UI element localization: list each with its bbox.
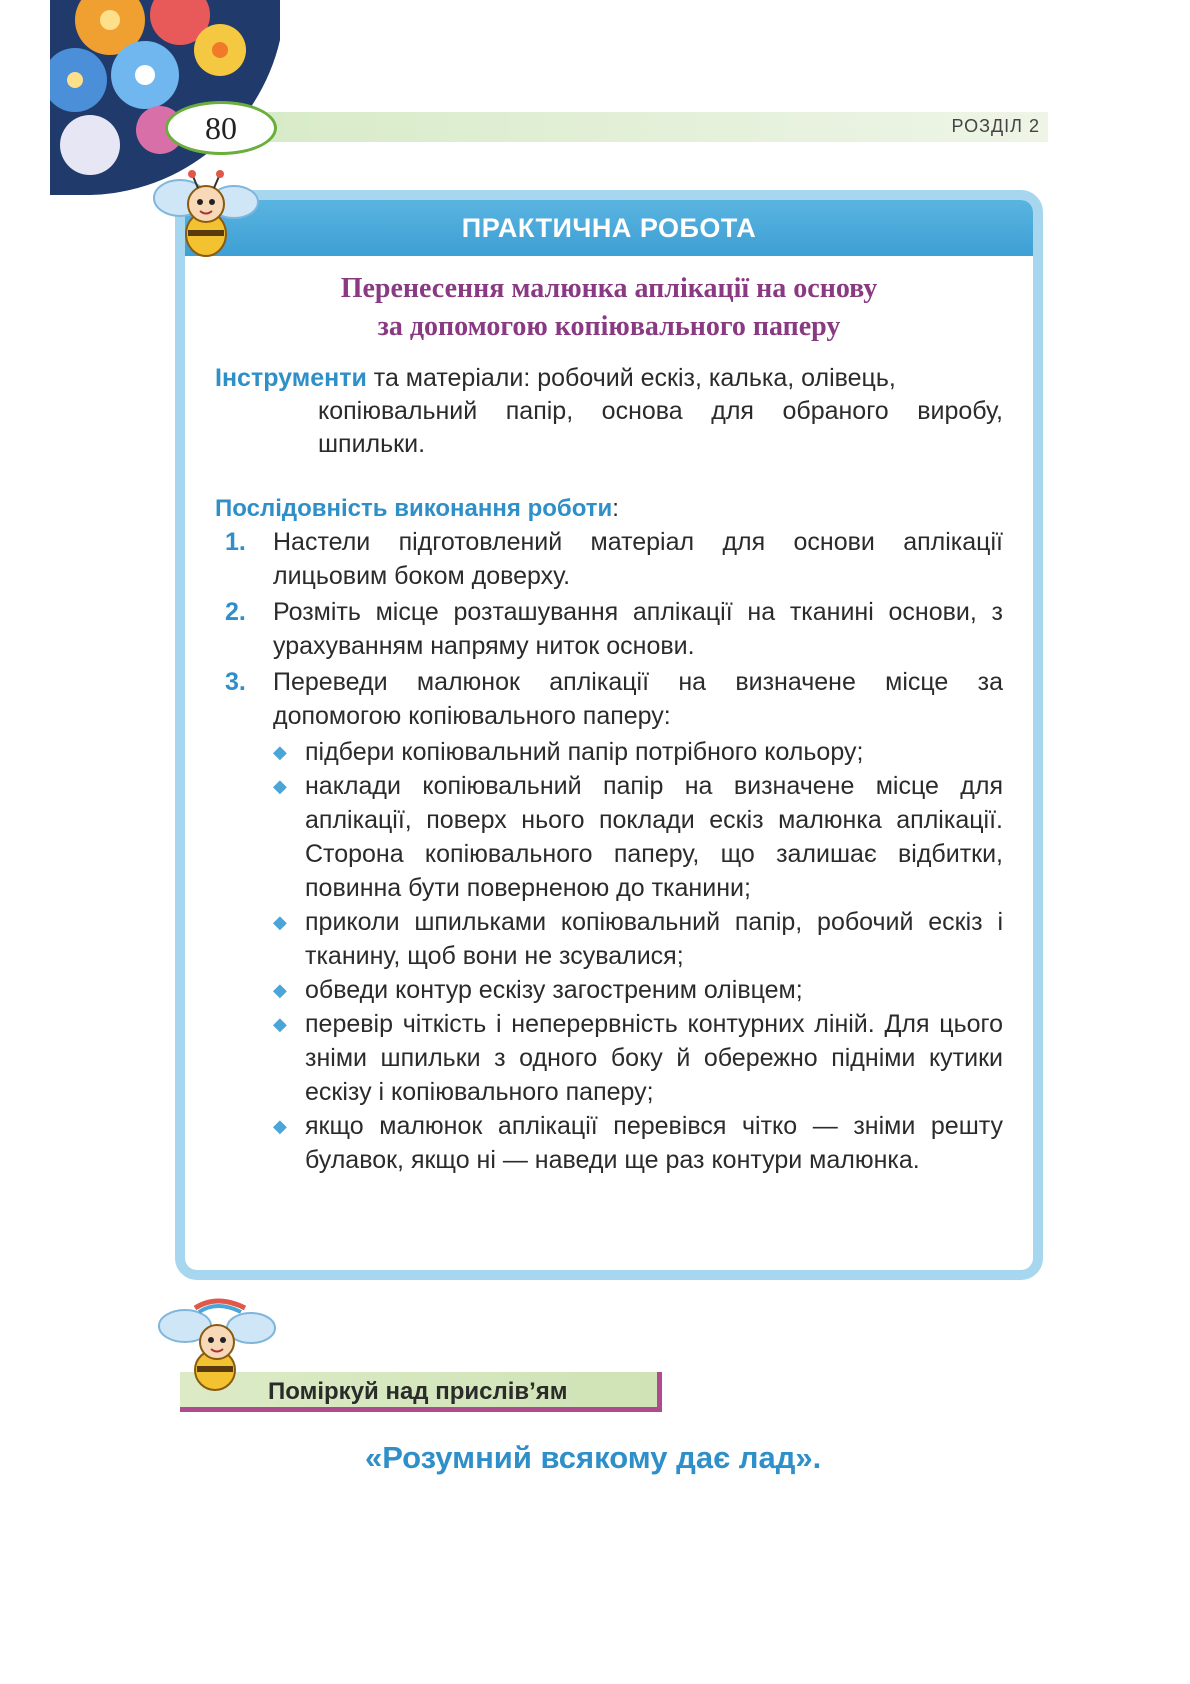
bee-mascot-icon — [150, 168, 262, 264]
proverb-text: «Розумний всякому дає лад». — [365, 1440, 822, 1475]
bullet-text: якщо малюнок аплікації перевівся чітко — зніми решту булавок, якщо ні — наведи ще раз контури малюнка. — [305, 1112, 1003, 1174]
bullet-item — [273, 1007, 1003, 1109]
sequence-list — [225, 525, 1003, 1177]
subtitle-line-1: Перенесення малюнка аплікації на основу — [340, 273, 878, 304]
bullet-text: приколи шпильками копіювальний папір, робочий ескіз і тканину, щоб вони не зсувалися; — [305, 908, 1003, 970]
flower-decoration-image — [50, 0, 280, 195]
materials-continuation: копіювальний папір, основа для обраного виробу, шпильки. — [318, 397, 1003, 458]
bullet-item — [273, 905, 1003, 973]
bullet-item — [273, 735, 1003, 769]
page-number: 80 — [205, 109, 237, 146]
section-label: РОЗДІЛ 2 — [951, 116, 1040, 136]
step-number: 1. — [225, 528, 246, 556]
bullet-text: перевір чіткість і неперервність контурних ліній. Для цього зніми шпильки з одного боку й обережно підніми кутики ескізу і копіювального паперу; — [305, 1010, 1003, 1106]
diamond-bullet-icon: ◆ — [273, 1116, 287, 1136]
bullet-item — [273, 973, 1003, 1007]
bullet-text: обведи контур ескізу загостреним олівцем; — [305, 976, 803, 1004]
diamond-bullet-icon: ◆ — [273, 776, 287, 796]
bullet-item — [273, 1109, 1003, 1177]
panel-header — [185, 200, 1033, 256]
diamond-bullet-icon: ◆ — [273, 980, 287, 1000]
subtitle-line-2: за допомогою копіювального паперу — [377, 311, 841, 342]
bee-mascot-icon — [155, 1298, 280, 1398]
step-text: Переведи малюнок аплікації на визначене місце за допомогою копіювального паперу: — [273, 668, 1003, 730]
sequence-title — [215, 495, 619, 523]
sequence-title-colon: : — [612, 495, 619, 522]
bullet-item — [273, 769, 1003, 905]
sequence-title-text: Послідовність виконання роботи — [215, 495, 613, 522]
materials-text: та матеріали: робочий ескіз, калька, олівець, — [373, 364, 896, 392]
materials-label: Інструменти — [215, 364, 367, 392]
bullet-text: підбери копіювальний папір потрібного кольору; — [305, 738, 864, 766]
diamond-bullet-icon: ◆ — [273, 912, 287, 932]
bullet-text: наклади копіювальний папір на визначене місце для аплікації, поверх нього поклади ескіз малюнка аплікації. Сторона копіювального паперу, що залишає відбитки, повинна бути поверненою до тканини; — [305, 772, 1003, 902]
step-item — [225, 595, 1003, 663]
diamond-bullet-icon: ◆ — [273, 742, 287, 762]
materials-paragraph — [215, 362, 1003, 461]
step-number: 3. — [225, 668, 246, 696]
header-strip — [262, 112, 1048, 142]
step-text: Настели підготовлений матеріал для основи аплікації лицьовим боком доверху. — [273, 528, 1003, 590]
step-number: 2. — [225, 598, 246, 626]
step-item — [225, 665, 1003, 733]
practical-work-panel — [175, 190, 1043, 1280]
step-item — [225, 525, 1003, 593]
bullet-list — [225, 735, 1003, 1177]
panel-subtitle — [205, 270, 1013, 346]
panel-title: ПРАКТИЧНА РОБОТА — [461, 212, 757, 243]
proverb-label: Поміркуй над прислів’ям — [268, 1378, 568, 1405]
page-number-badge — [165, 101, 277, 155]
step-text: Розміть місце розташування аплікації на тканині основи, з урахуванням напряму ниток основи. — [273, 598, 1003, 660]
diamond-bullet-icon: ◆ — [273, 1014, 287, 1034]
